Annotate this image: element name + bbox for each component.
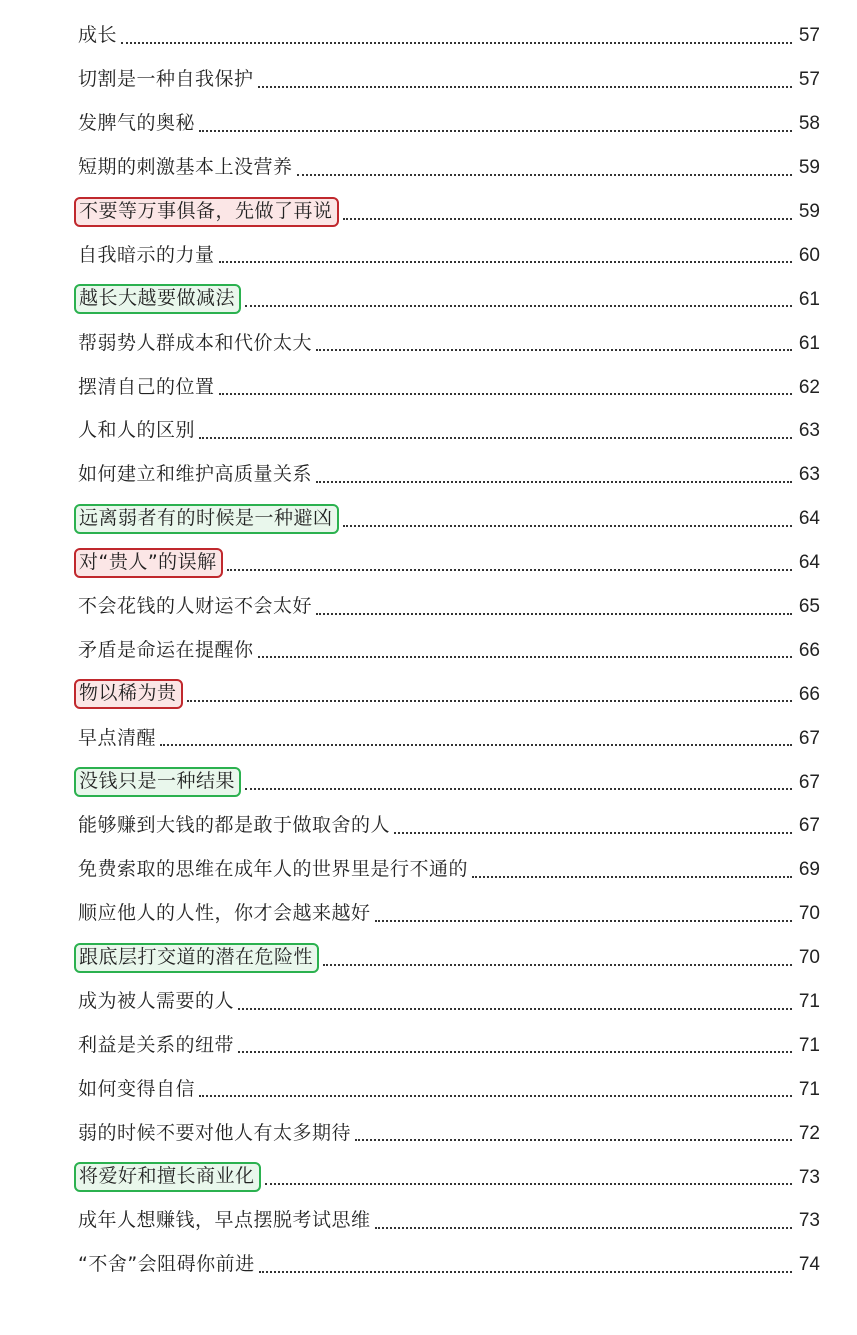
toc-entry-page-number: 67 [798, 815, 820, 837]
toc-entry[interactable] [78, 321, 820, 365]
dot-leader [199, 130, 792, 132]
toc-entry-title: “不舍”会阻碍你前进 [78, 1253, 255, 1276]
dot-leader [472, 876, 792, 878]
toc-entry-title: 自我暗示的力量 [78, 243, 215, 266]
dot-leader [219, 393, 792, 395]
dot-leader [199, 437, 792, 439]
toc-entry-title: 切割是一种自我保护 [78, 68, 254, 91]
toc-entry[interactable] [78, 585, 820, 629]
toc-entry[interactable] [78, 804, 820, 848]
toc-entry-title: 利益是关系的纽带 [78, 1033, 235, 1056]
dot-leader [265, 1183, 792, 1185]
dot-leader [316, 481, 792, 483]
toc-entry-title: 不要等万事俱备，先做了再说 [74, 197, 339, 227]
toc-entry-title: 远离弱者有的时候是一种避凶 [74, 504, 339, 534]
dot-leader [355, 1139, 792, 1141]
toc-entry-title: 发脾气的奥秘 [78, 112, 196, 135]
toc-entry[interactable] [78, 14, 820, 58]
toc-entry-page-number: 61 [798, 288, 820, 310]
toc-entry-page-number: 71 [798, 1078, 820, 1100]
toc-entry-page-number: 72 [798, 1122, 820, 1144]
dot-leader [238, 1051, 792, 1053]
toc-entry-page-number: 70 [798, 903, 820, 925]
toc-entry-title: 如何变得自信 [78, 1077, 196, 1100]
toc-entry-title: 矛盾是命运在提醒你 [78, 638, 254, 661]
toc-entry[interactable] [78, 277, 820, 321]
toc-entry[interactable] [78, 1111, 820, 1155]
toc-entry-page-number: 64 [798, 552, 820, 574]
dot-leader [316, 349, 792, 351]
toc-entry-title: 物以稀为贵 [74, 679, 183, 709]
toc-entry-page-number: 59 [798, 157, 820, 179]
toc-entry[interactable] [78, 1243, 820, 1287]
toc-entry-page-number: 71 [798, 991, 820, 1013]
toc-entry[interactable] [78, 102, 820, 146]
toc-entry-title: 免费索取的思维在成年人的世界里是行不通的 [78, 858, 469, 881]
toc-entry[interactable] [78, 980, 820, 1024]
dot-leader [187, 700, 792, 702]
toc-entry-title: 顺应他人的人性，你才会越来越好 [78, 902, 371, 925]
toc-entry-title: 如何建立和维护高质量关系 [78, 463, 313, 486]
dot-leader [323, 964, 792, 966]
dot-leader [199, 1095, 792, 1097]
toc-entry[interactable] [78, 497, 820, 541]
toc-entry-page-number: 63 [798, 464, 820, 486]
dot-leader [245, 305, 792, 307]
toc-entry-page-number: 74 [798, 1254, 820, 1276]
toc-entry[interactable] [78, 58, 820, 102]
toc-entry[interactable] [78, 760, 820, 804]
toc-entry-page-number: 73 [798, 1166, 820, 1188]
dot-leader [227, 569, 792, 571]
toc-entry[interactable] [78, 716, 820, 760]
toc-entry[interactable] [78, 233, 820, 277]
toc-entry-title: 对“贵人”的误解 [74, 548, 223, 578]
toc-entry-page-number: 58 [798, 113, 820, 135]
toc-entry[interactable] [78, 892, 820, 936]
toc-entry-title: 成长 [78, 24, 118, 47]
toc-entry[interactable] [78, 541, 820, 585]
toc-entry-page-number: 73 [798, 1210, 820, 1232]
toc-entry-page-number: 67 [798, 771, 820, 793]
toc-entry-title: 没钱只是一种结果 [74, 767, 241, 797]
toc-entry[interactable] [78, 453, 820, 497]
toc-entry-title: 能够赚到大钱的都是敢于做取舍的人 [78, 814, 391, 837]
toc-entry-title: 帮弱势人群成本和代价太大 [78, 331, 313, 354]
dot-leader [238, 1008, 792, 1010]
dot-leader [259, 1271, 792, 1273]
dot-leader [245, 788, 792, 790]
dot-leader [160, 744, 792, 746]
toc-entry-title: 摆清自己的位置 [78, 375, 215, 398]
toc-entry-page-number: 70 [798, 947, 820, 969]
toc-entry[interactable] [78, 190, 820, 234]
toc-entry[interactable] [78, 409, 820, 453]
toc-entry-title: 弱的时候不要对他人有太多期待 [78, 1121, 352, 1144]
toc-entry-page-number: 60 [798, 244, 820, 266]
toc-entry-page-number: 66 [798, 683, 820, 705]
dot-leader [343, 218, 792, 220]
toc-entry[interactable] [78, 936, 820, 980]
toc-entry-title: 短期的刺激基本上没营养 [78, 156, 293, 179]
toc-entry[interactable] [78, 1067, 820, 1111]
toc-entry[interactable] [78, 672, 820, 716]
toc-entry-title: 跟底层打交道的潜在危险性 [74, 943, 319, 973]
toc-entry-title: 越长大越要做减法 [74, 284, 241, 314]
toc-entry[interactable] [78, 365, 820, 409]
dot-leader [297, 174, 792, 176]
toc-entry-title: 早点清醒 [78, 726, 157, 749]
toc-entry-page-number: 62 [798, 376, 820, 398]
toc-entry-page-number: 66 [798, 639, 820, 661]
toc-entry[interactable] [78, 1023, 820, 1067]
table-of-contents [78, 14, 820, 1287]
dot-leader [394, 832, 792, 834]
toc-entry-title: 成年人想赚钱，早点摆脱考试思维 [78, 1209, 371, 1232]
toc-entry-page-number: 61 [798, 332, 820, 354]
toc-entry-page-number: 67 [798, 727, 820, 749]
dot-leader [375, 920, 792, 922]
toc-entry[interactable] [78, 1155, 820, 1199]
toc-entry-page-number: 65 [798, 596, 820, 618]
toc-entry-page-number: 63 [798, 420, 820, 442]
dot-leader [316, 613, 792, 615]
dot-leader [121, 42, 792, 44]
toc-entry-page-number: 69 [798, 859, 820, 881]
toc-entry-page-number: 64 [798, 508, 820, 530]
dot-leader [375, 1227, 792, 1229]
toc-entry[interactable] [78, 1199, 820, 1243]
toc-entry-title: 不会花钱的人财运不会太好 [78, 595, 313, 618]
toc-entry-title: 将爱好和擅长商业化 [74, 1162, 261, 1192]
toc-entry-page-number: 57 [798, 25, 820, 47]
toc-entry[interactable] [78, 848, 820, 892]
toc-entry-page-number: 71 [798, 1034, 820, 1056]
toc-entry-page-number: 59 [798, 201, 820, 222]
toc-entry[interactable] [78, 146, 820, 190]
toc-entry-title: 人和人的区别 [78, 419, 196, 442]
dot-leader [258, 86, 792, 88]
toc-entry-title: 成为被人需要的人 [78, 990, 235, 1013]
dot-leader [219, 261, 792, 263]
toc-entry[interactable] [78, 628, 820, 672]
dot-leader [343, 525, 792, 527]
toc-entry-page-number: 57 [798, 69, 820, 91]
dot-leader [258, 656, 792, 658]
